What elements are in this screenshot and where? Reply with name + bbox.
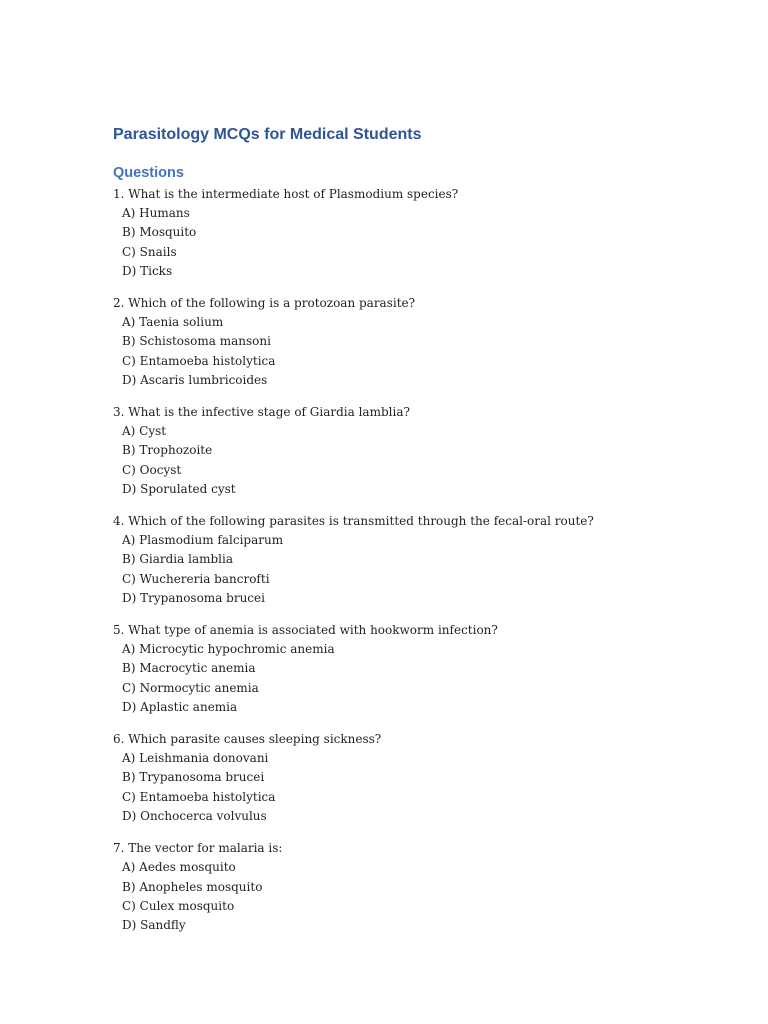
question-4 xyxy=(113,512,733,608)
question-text: 4. Which of the following parasites is transmitted through the fecal-oral route? xyxy=(113,514,594,529)
answer-option-b: B) Macrocytic anemia xyxy=(122,661,256,676)
questions-list xyxy=(113,185,733,935)
answer-option-a: A) Microcytic hypochromic anemia xyxy=(122,642,335,657)
question-text: 6. Which parasite causes sleeping sickness? xyxy=(113,732,382,747)
answer-option-a: A) Plasmodium falciparum xyxy=(122,533,284,548)
answer-option-c: C) Wuchereria bancrofti xyxy=(122,571,270,586)
question-7 xyxy=(113,839,733,935)
answer-option-d: D) Onchocerca volvulus xyxy=(122,808,267,823)
answer-option-c: C) Oocyst xyxy=(122,462,182,477)
answer-option-b: B) Schistosoma mansoni xyxy=(122,334,271,349)
question-text: 7. The vector for malaria is: xyxy=(113,841,283,856)
answer-option-c: C) Culex mosquito xyxy=(122,898,235,913)
answer-option-d: D) Ticks xyxy=(122,263,173,278)
question-text: 3. What is the infective stage of Giardia lamblia? xyxy=(113,405,410,420)
document-page xyxy=(113,124,733,948)
answer-option-b: B) Mosquito xyxy=(122,225,197,240)
answer-option-b: B) Trophozoite xyxy=(122,443,213,458)
question-1 xyxy=(113,185,733,281)
answer-option-d: D) Ascaris lumbricoides xyxy=(122,372,268,387)
answer-option-d: D) Trypanosoma brucei xyxy=(122,590,265,605)
answer-option-c: C) Entamoeba histolytica xyxy=(122,789,276,804)
question-text: 5. What type of anemia is associated with hookworm infection? xyxy=(113,623,498,638)
answer-option-c: C) Normocytic anemia xyxy=(122,680,259,695)
answer-option-b: B) Giardia lamblia xyxy=(122,552,233,567)
answer-option-a: A) Taenia solium xyxy=(122,315,224,330)
question-text: 2. Which of the following is a protozoan parasite? xyxy=(113,296,416,311)
answer-option-d: D) Sporulated cyst xyxy=(122,481,236,496)
section-heading-questions: Questions xyxy=(113,165,184,181)
document-title: Parasitology MCQs for Medical Students xyxy=(113,126,422,143)
question-5 xyxy=(113,621,733,717)
question-2 xyxy=(113,294,733,390)
question-3 xyxy=(113,403,733,499)
answer-option-a: A) Aedes mosquito xyxy=(122,860,236,875)
question-text: 1. What is the intermediate host of Plasmodium species? xyxy=(113,187,459,201)
answer-option-d: D) Aplastic anemia xyxy=(122,699,238,714)
answer-option-d: D) Sandfly xyxy=(122,917,186,932)
answer-option-a: A) Humans xyxy=(122,206,190,221)
answer-option-a: A) Cyst xyxy=(122,424,167,439)
answer-option-b: B) Anopheles mosquito xyxy=(122,879,263,894)
answer-option-c: C) Entamoeba histolytica xyxy=(122,353,276,368)
answer-option-a: A) Leishmania donovani xyxy=(122,751,269,766)
answer-option-c: C) Snails xyxy=(122,244,177,259)
question-6 xyxy=(113,730,733,826)
answer-option-b: B) Trypanosoma brucei xyxy=(122,770,265,785)
